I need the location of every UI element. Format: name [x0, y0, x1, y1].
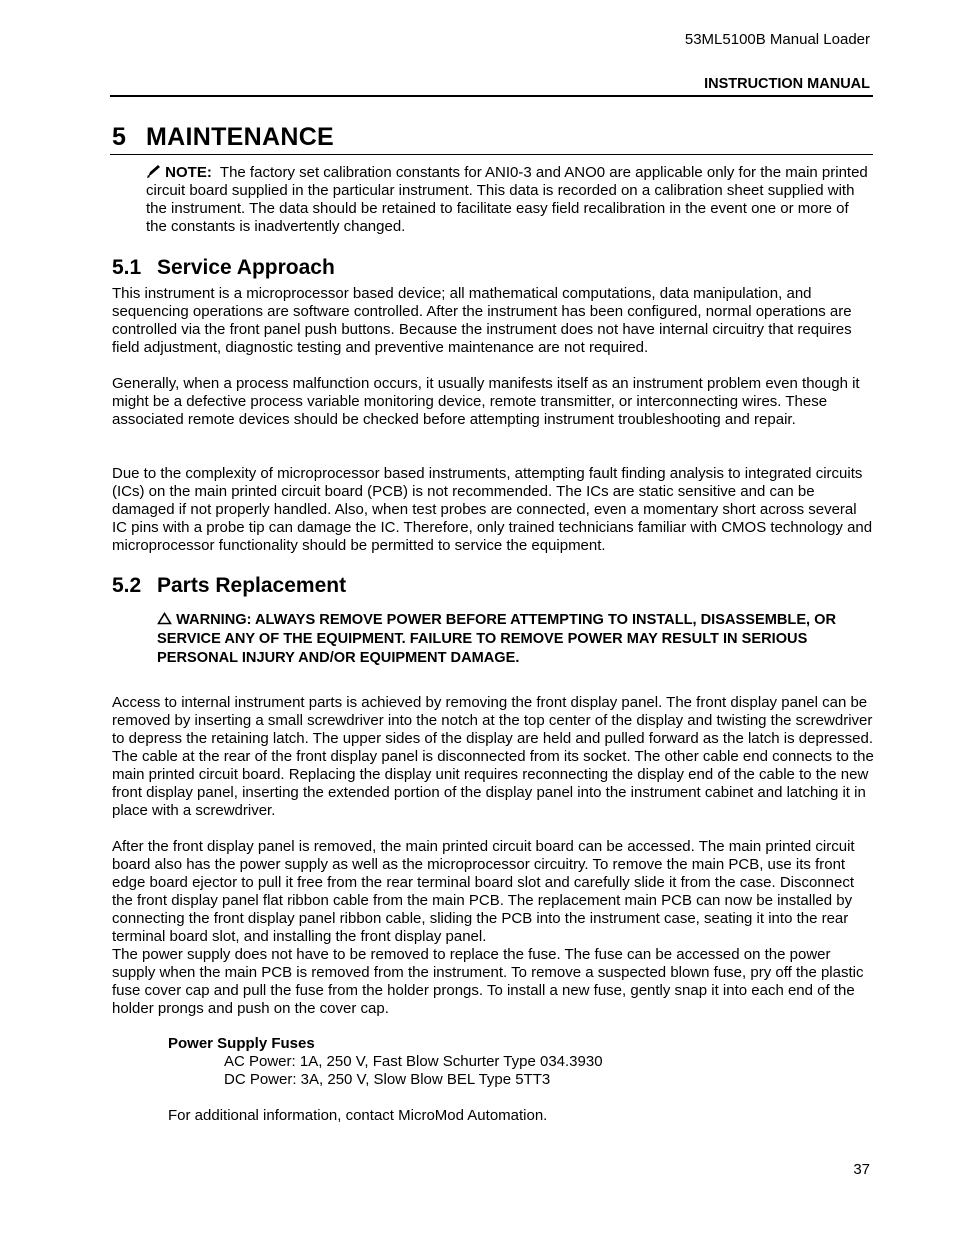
warning-triangle-icon [157, 612, 172, 628]
page-number: 37 [853, 1161, 870, 1178]
warning-text: WARNING: ALWAYS REMOVE POWER BEFORE ATTEMPTING TO INSTALL, DISASSEMBLE, OR SERVICE ANY OF THE EQUIPMENT. FAILURE TO REMOVE POWER MAY RESULT IN SERIOUS PERSONAL INJURY AND/OR EQUIPMENT DAMAGE. [157, 612, 837, 666]
section-heading-service-approach [112, 255, 335, 281]
pencil-icon [146, 164, 161, 181]
chapter-heading [112, 121, 334, 153]
paragraph: This instrument is a microprocessor based device; all mathematical computations, data manipulation, and sequencing operations are software controlled. After the instrument has been configured, normal operations are controlled via the front panel push buttons. Because the instrument does not have internal circuitry that requires field adjustment, diagnostic testing and preventive maintenance are not required. [112, 285, 852, 356]
note-block [146, 164, 872, 236]
paragraph: After the front display panel is removed, the main printed circuit board can be accessed. The main printed circuit board also has the power supply as well as the microprocessor circuitry. To remove the main PCB, use its front edge board ejector to pull it free from the rear terminal board slot and carefully slide it from the case. Disconnect the front display panel flat ribbon cable from the main PCB. The replacement main PCB can now be installed by connecting the front display panel ribbon cable, sliding the PCB into the instrument case, seating it into the rear terminal board slot, and installing the front display panel. [112, 838, 855, 945]
paragraph: Due to the complexity of microprocessor based instruments, attempting fault finding analysis to integrated circuits (ICs) on the main printed circuit board (PCB) is not recommended. The ICs are static sensitive and can be damaged if not properly handled. Also, when test probes are connected, even a momentary short across several IC pins with a probe tip can damage the IC. Therefore, only trained technicians familiar with CMOS technology and microprocessor functionality should be permitted to service the equipment. [112, 465, 873, 554]
header-divider [110, 95, 873, 97]
section-title: Service Approach [157, 256, 335, 279]
chapter-number: 5 [112, 123, 127, 151]
section-number: 5.1 [112, 256, 142, 279]
fuse-dc-spec: DC Power: 3A, 250 V, Slow Blow BEL Type 5TT3 [224, 1071, 551, 1088]
note-text: The factory set calibration constants for ANI0-3 and ANO0 are applicable only for the main printed circuit board supplied in the particular instrument. This data is recorded on a calibration sheet supplied with the instrument. The data should be retained to facilitate easy field recalibration in the event one or more of the constants is inadvertently changed. [146, 164, 868, 235]
paragraph: Access to internal instrument parts is achieved by removing the front display panel. The front display panel can be removed by inserting a small screwdriver into the notch at the top center of the display and twisting the screwdriver to depress the retaining latch. The upper sides of the display are held and pulled forward as the latch is depressed. The cable at the rear of the front display panel is disconnected from its socket. The other cable end connects to the main printed circuit board. Replacing the display unit requires reconnecting the display end of the cable to the new front display panel, inserting the extended portion of the display panel into the instrument cabinet and latching it in place with a screwdriver. [112, 694, 874, 819]
section-number: 5.2 [112, 574, 142, 597]
fuse-ac-spec: AC Power: 1A, 250 V, Fast Blow Schurter Type 034.3930 [224, 1053, 603, 1070]
paragraph: The power supply does not have to be removed to replace the fuse. The fuse can be accessed on the power supply when the main PCB is removed from the instrument. To remove a suspected blown fuse, pry off the plastic fuse cover cap and pull the fuse from the holder prongs. To install a new fuse, gently snap it into each end of the holder prongs and push on the cover cap. [112, 946, 864, 1017]
warning-block [157, 611, 873, 668]
chapter-title: MAINTENANCE [146, 123, 335, 151]
section-heading-parts-replacement [112, 573, 346, 599]
section-title: Parts Replacement [157, 574, 347, 597]
document-subtitle: INSTRUCTION MANUAL [704, 76, 870, 92]
chapter-divider [110, 154, 873, 155]
document-title: 53ML5100B Manual Loader [684, 31, 870, 48]
note-label: NOTE: [165, 164, 212, 181]
paragraph: Generally, when a process malfunction occurs, it usually manifests itself as an instrument problem even though it might be a defective process variable monitoring device, remote transmitter, or interconnecting wires. These associated remote devices should be checked before attempting instrument troubleshooting and repair. [112, 375, 860, 428]
fuses-title: Power Supply Fuses [168, 1035, 315, 1052]
contact-info: For additional information, contact MicroMod Automation. [168, 1107, 548, 1124]
